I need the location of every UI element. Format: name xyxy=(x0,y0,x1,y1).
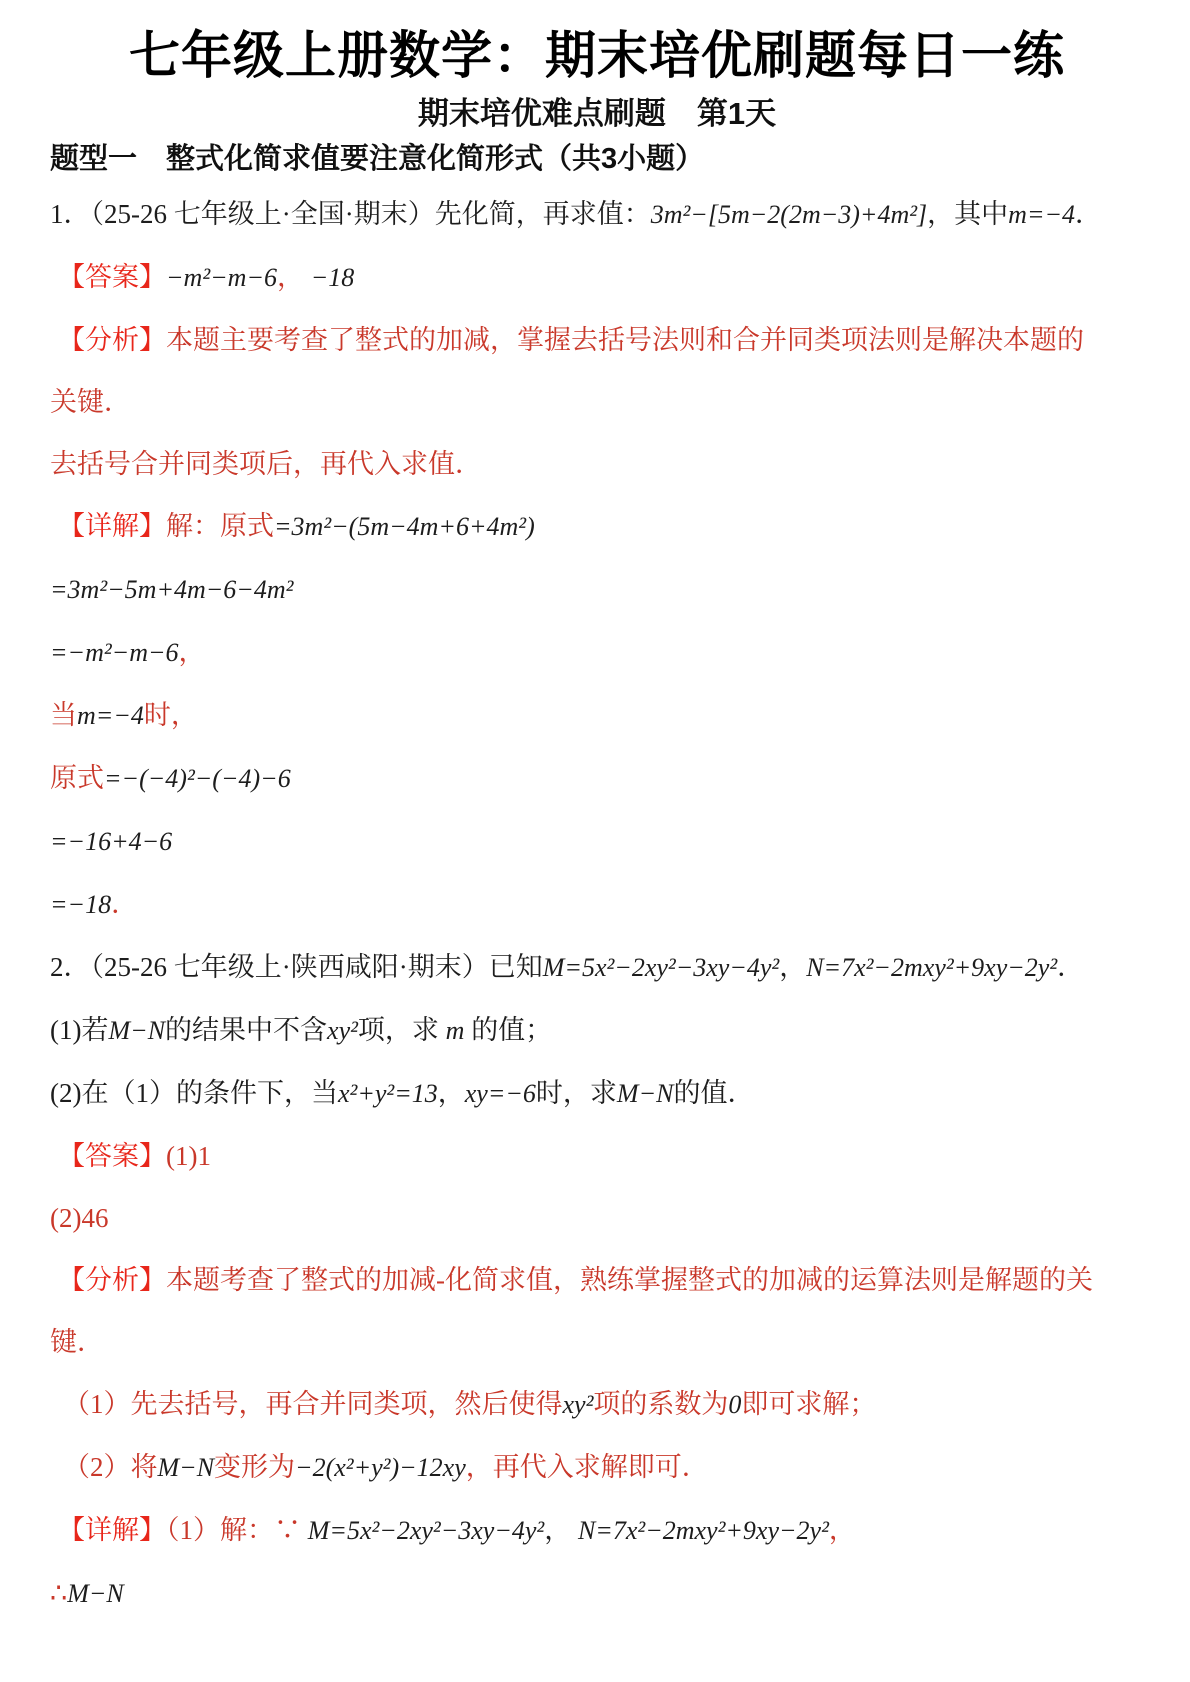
text-segment: (1)1 xyxy=(166,1141,211,1171)
text-line xyxy=(50,444,1144,484)
text-segment: 原式 xyxy=(50,763,104,793)
text-segment: 键． xyxy=(50,1327,104,1357)
text-segment: 【详解】 xyxy=(58,511,166,541)
math-text: m=−4 xyxy=(77,701,144,730)
text-segment: ，其中 xyxy=(927,199,1009,229)
text-line xyxy=(50,1510,1144,1551)
text-segment: ． xyxy=(1075,199,1103,229)
text-line xyxy=(50,1260,1144,1300)
text-line xyxy=(50,947,1144,988)
math-text: xy² xyxy=(562,1390,594,1419)
math-text: −18 xyxy=(310,263,355,292)
text-line xyxy=(50,382,1144,422)
text-line xyxy=(50,1573,1144,1614)
text-line xyxy=(50,1010,1144,1051)
text-line xyxy=(50,1073,1144,1114)
text-segment: 的结果中不含 xyxy=(165,1015,328,1045)
text-segment: ． xyxy=(111,889,139,919)
text-segment: 【分析】 xyxy=(58,325,166,355)
math-text: M−N xyxy=(67,1579,124,1608)
math-text: −m²−m−6 xyxy=(166,263,277,292)
text-segment: 1．（25-26 七年级上·全国·期末）先化简，再求值： xyxy=(50,199,651,229)
text-segment: （2）将 xyxy=(63,1452,158,1482)
math-text: N=7x²−2mxy²+9xy−2y² xyxy=(577,1516,829,1545)
text-segment: ， xyxy=(544,1515,578,1545)
text-segment: ∵ xyxy=(274,1515,308,1545)
text-segment: 关键． xyxy=(50,387,131,417)
math-text: m xyxy=(445,1016,465,1045)
text-segment: 即可求解； xyxy=(741,1389,877,1419)
text-line xyxy=(50,506,1144,547)
math-text: −2(x²+y²)−12xy xyxy=(295,1453,466,1482)
text-line xyxy=(50,695,1144,736)
text-segment: 当 xyxy=(50,700,77,730)
text-line xyxy=(50,758,1144,799)
text-segment: （1）解： xyxy=(166,1515,274,1545)
text-line xyxy=(50,1136,1144,1176)
text-segment: ， xyxy=(828,1515,856,1545)
document-body xyxy=(50,194,1144,1614)
document-subtitle: 期末培优难点刷题 第1天 xyxy=(417,96,777,131)
math-text: =−18 xyxy=(50,890,112,919)
text-segment: 去括号合并同类项后，再代入求值． xyxy=(50,449,482,479)
math-text: N=7x²−2mxy²+9xy−2y² xyxy=(806,953,1058,982)
text-segment: 【分析】 xyxy=(58,1265,166,1295)
text-segment: 解：原式 xyxy=(166,511,274,541)
text-line xyxy=(50,1322,1144,1362)
text-line xyxy=(50,1447,1144,1488)
text-segment: ， xyxy=(178,637,206,667)
text-line xyxy=(50,194,1144,235)
text-line xyxy=(50,257,1144,298)
math-text: x²+y²=13 xyxy=(337,1079,438,1108)
math-text: M=5x²−2xy²−3xy−4y² xyxy=(307,1516,545,1545)
text-segment: 本题考查了整式的加减-化简求值，熟练掌握整式的加减的运算法则是解题的关 xyxy=(166,1265,1093,1295)
math-text: =3m²−(5m−4m+6+4m²) xyxy=(274,512,535,541)
text-segment: ， xyxy=(276,262,311,292)
text-segment: 【详解】 xyxy=(58,1515,166,1545)
math-text: 3m²−[5m−2(2m−3)+4m²] xyxy=(650,200,928,229)
math-text: xy² xyxy=(327,1016,358,1045)
text-segment: (2)在（1）的条件下，当 xyxy=(50,1078,338,1108)
math-text: M−N xyxy=(108,1016,166,1045)
text-line xyxy=(50,821,1144,862)
text-line xyxy=(50,632,1144,673)
math-text: xy=−6 xyxy=(464,1079,536,1108)
text-segment: 变形为 xyxy=(214,1452,296,1482)
document-title: 七年级上册数学：期末培优刷题每日一练 xyxy=(128,27,1065,84)
text-segment: ， xyxy=(779,952,807,982)
text-segment: 的值； xyxy=(464,1015,553,1045)
text-segment: 时， xyxy=(143,700,198,730)
text-segment: 本题主要考查了整式的加减，掌握去括号法则和合并同类项法则是解决本题的 xyxy=(166,325,1084,355)
math-text: =−16+4−6 xyxy=(50,827,173,856)
text-line xyxy=(50,1384,1144,1425)
math-text: 0 xyxy=(728,1390,742,1419)
text-segment: ， xyxy=(437,1078,465,1108)
text-segment: ． xyxy=(1057,952,1085,982)
section-heading: 题型一 整式化简求值要注意化简形式（共3小题） xyxy=(50,143,705,175)
text-segment: ，再代入求解即可． xyxy=(465,1452,709,1482)
text-line xyxy=(50,1198,1144,1238)
text-segment: 项，求 xyxy=(357,1015,446,1045)
text-segment: （1）先去括号，再合并同类项，然后使得 xyxy=(63,1389,563,1419)
math-text: M=5x²−2xy²−3xy−4y² xyxy=(542,953,780,982)
text-segment: 时，求 xyxy=(535,1078,617,1108)
text-segment: ∴ xyxy=(50,1578,68,1608)
math-text: M−N xyxy=(616,1079,674,1108)
math-text: =−m²−m−6 xyxy=(50,638,179,667)
math-text: m=−4 xyxy=(1008,200,1076,229)
math-text: M−N xyxy=(157,1453,215,1482)
text-line xyxy=(50,320,1144,360)
math-text: =−(−4)²−(−4)−6 xyxy=(104,764,291,793)
text-segment: 【答案】 xyxy=(58,262,166,292)
text-line xyxy=(50,884,1144,925)
text-line xyxy=(50,569,1144,610)
text-segment: 的值． xyxy=(673,1078,755,1108)
text-segment: 【答案】 xyxy=(58,1141,166,1171)
text-segment: (2)46 xyxy=(50,1203,109,1233)
text-segment: 2．（25-26 七年级上·陕西咸阳·期末）已知 xyxy=(50,952,543,982)
text-segment: (1)若 xyxy=(50,1015,109,1045)
text-segment: 项的系数为 xyxy=(593,1389,729,1419)
math-text: =3m²−5m+4m−6−4m² xyxy=(50,575,294,604)
